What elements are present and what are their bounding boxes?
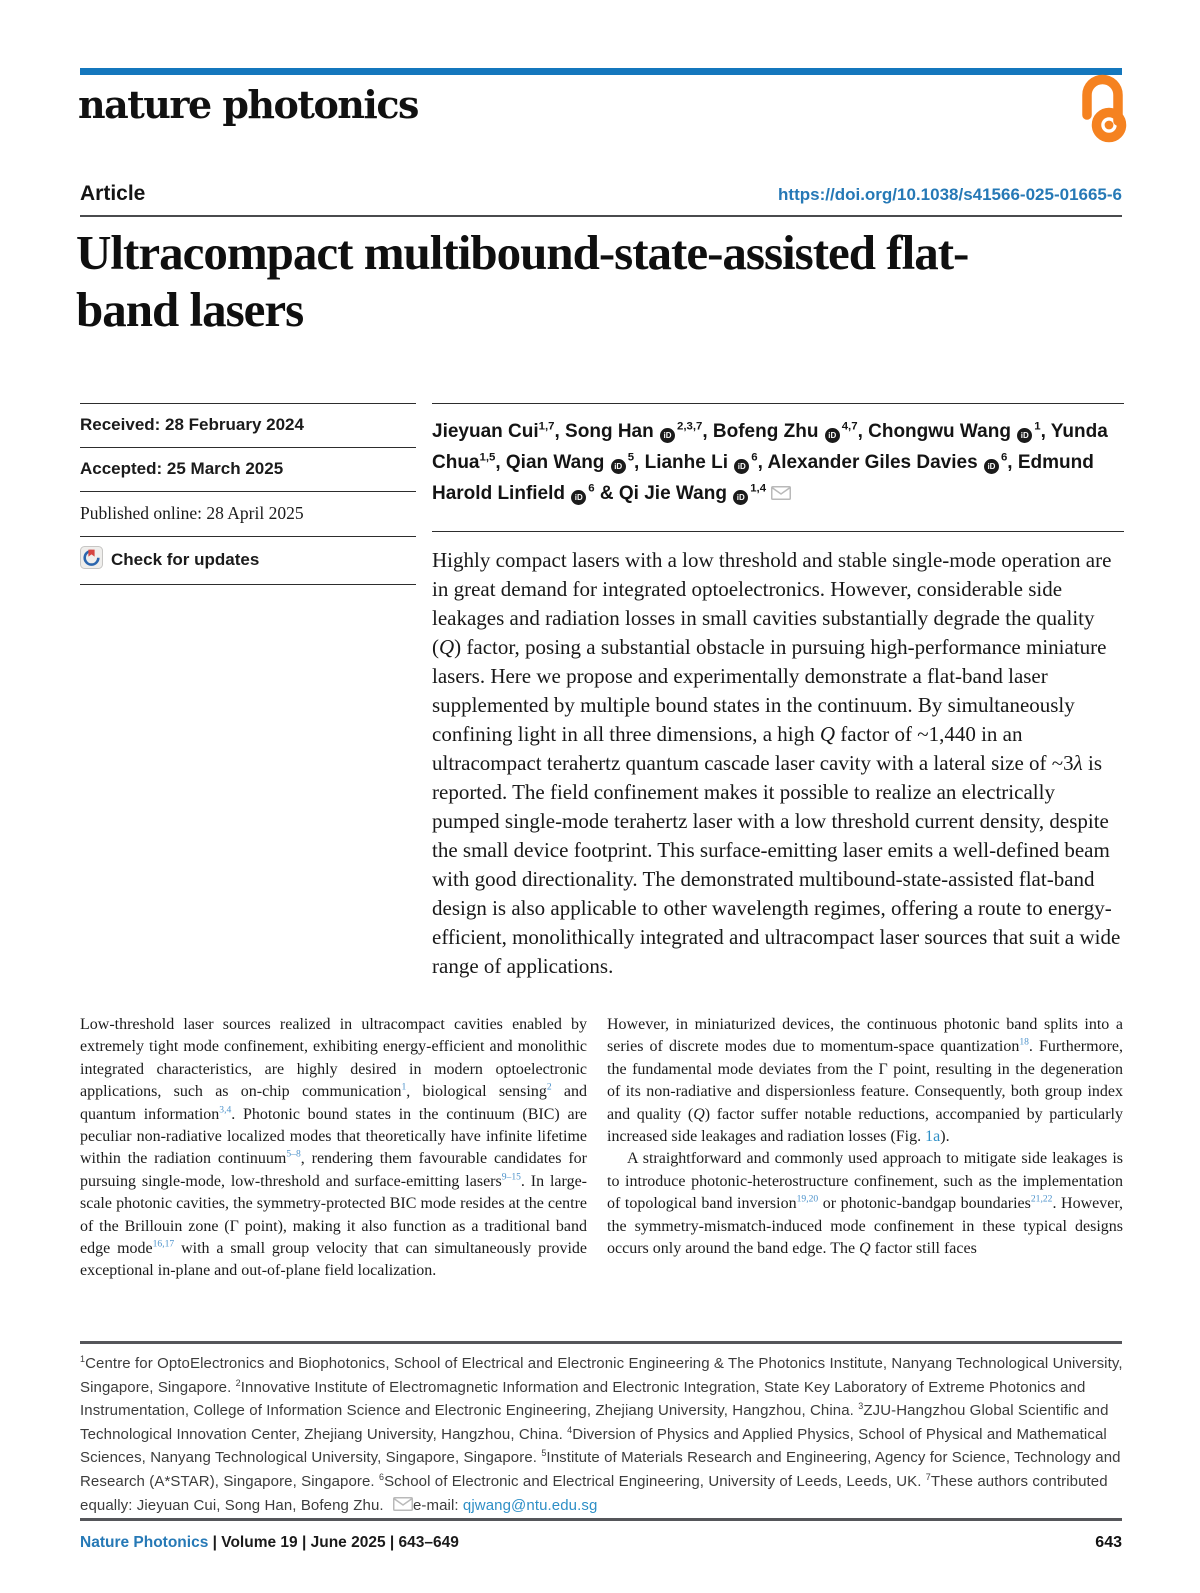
check-for-updates-label: Check for updates bbox=[111, 550, 260, 569]
article-meta-column bbox=[80, 403, 416, 585]
footer-divider bbox=[80, 1518, 1122, 1521]
body-paragraph: Low-threshold laser sources realized in ultracompact cavities enabled by extremely tight mode confinement, exhibiting energy-efficient and monolithic integrated characteristics, are highly desired in modern optoelectronic applications, such as on-chip communication$^1$, biological sensing$^2$ and quantum information$^{3,4}$. Photonic bound states in the continuum (BIC) are peculiar non-radiative localized modes that theoretically have infinite lifetime within the radiation continuum$^{5-8}$, rendering them favourable candidates for pursuing single-mode, low-threshold and surface-emitting lasers$^{9-15}$. In large-scale photonic cavities, the symmetry-protected BIC mode resides at the centre of the Brillouin zone (Γ point), making it also function as a traditional band edge mode$^{16,17}$ with a small group velocity that can simultaneously provide exceptional in-plane and out-of-plane field localization. bbox=[80, 1016, 588, 1280]
italic-text: Q bbox=[693, 1105, 705, 1123]
published-date: Published online: 28 April 2025 bbox=[80, 491, 416, 536]
orcid-icon[interactable]: iD bbox=[733, 490, 748, 505]
abstract-text: Highly compact lasers with a low threshold and stable single-mode operation are in great demand for integrated optoelectronics. However, considerable side leakages and radiation losses in small cavities substantially degrade the quality (Q) factor, posing a substantial obstacle in pursuing high-performance miniature lasers. Here we propose and experimentally demonstrate a flat-band laser supplemented by multiple bound states in the continuum. By simultaneously confining light in all three dimensions, a high Q factor of ~1,440 in an ultracompact terahertz quantum cascade laser cavity with a lateral size of ~3λ is reported. The field confinement makes it possible to realize an electrically pumped single-mode terahertz laser with a low threshold current density, despite the small device footprint. This surface-emitting laser emits a well-defined beam with good directionality. The demonstrated multibound-state-assisted flat-band design is also applicable to other wavelength regimes, offering a route to energy-efficient, monolithically integrated and ultracompact laser sources that suit a wide range of applications. bbox=[432, 531, 1124, 981]
reference-superscript[interactable]: 16,17 bbox=[152, 1238, 175, 1250]
email-link[interactable]: qjwang@ntu.edu.sg bbox=[462, 1496, 598, 1514]
reference-superscript[interactable]: 18 bbox=[1019, 1037, 1029, 1049]
journal-logo: nature photonics bbox=[78, 82, 418, 127]
reference-superscript[interactable]: 21,22 bbox=[1030, 1193, 1053, 1205]
doi-link[interactable]: https://doi.org/10.1038/s41566-025-01665-6 bbox=[778, 185, 1122, 204]
orcid-icon[interactable]: iD bbox=[984, 459, 999, 474]
affiliation-superscript: 6 bbox=[588, 482, 595, 495]
body-column-right bbox=[607, 1014, 1123, 1260]
affiliation-superscript: 1,5 bbox=[479, 451, 496, 464]
open-access-icon bbox=[1074, 74, 1132, 149]
affiliation-superscript: 6 bbox=[378, 1471, 385, 1482]
reference-superscript[interactable]: 2 bbox=[546, 1081, 552, 1093]
italic-text: λ bbox=[1073, 751, 1083, 775]
reference-superscript[interactable]: 3,4 bbox=[219, 1104, 232, 1116]
affiliation-superscript: 5 bbox=[541, 1448, 547, 1459]
email-icon[interactable] bbox=[393, 1495, 413, 1519]
italic-text: Q bbox=[859, 1240, 871, 1258]
orcid-icon[interactable]: iD bbox=[571, 490, 586, 505]
body-column-left bbox=[80, 1014, 587, 1283]
page-footer bbox=[80, 1534, 1122, 1552]
orcid-icon[interactable]: iD bbox=[660, 428, 675, 443]
affiliation-superscript: 1,7 bbox=[538, 420, 555, 433]
reference-superscript[interactable]: 9–15 bbox=[501, 1171, 521, 1183]
article-type-label: Article bbox=[80, 182, 146, 205]
page-title: Ultracompact multibound-state-assisted flat-band lasers bbox=[76, 225, 969, 337]
affiliations-footnotes: $^1$Centre for OptoElectronics and Biophotonics, School of Electrical and Electronic Engineering & The Photonics Institute, Nanyang Technological University, Singapore, Singapore. $^2$Innovative Institute of Electromagnetic Information and Electronic Integration, State Key Laboratory of Extreme Photonics and Instrumentation, College of Information Science and Electronic Engineering, Zhejiang University, Hangzhou, China. $^3$ZJU-Hangzhou Global Scientific and Technological Innovation Center, Zhejiang University, Hangzhou, China. $^4$Diversion of Physics and Applied Physics, School of Physical and Mathematical Sciences, Nanyang Technological University, Singapore, Singapore. $^5$Institute of Materials Research and Engineering, Agency for Science, Technology and Research (A*STAR), Singapore, Singapore. $^6$School of Electronic and Electrical Engineering, University of Leeds, Leeds, UK. $^7$These authors contributed equally: Jieyuan Cui, Song Han, Bofeng Zhu. e-mail: qjwang@ntu.edu.sg bbox=[80, 1352, 1124, 1518]
footnote-divider bbox=[80, 1341, 1122, 1344]
affiliation-superscript: 1 bbox=[80, 1354, 86, 1364]
reference-superscript[interactable]: 5–8 bbox=[286, 1149, 301, 1161]
reference-superscript[interactable]: 1 bbox=[401, 1081, 407, 1093]
check-for-updates[interactable] bbox=[80, 536, 416, 585]
email-icon[interactable] bbox=[771, 479, 791, 510]
affiliation-superscript: 1,4 bbox=[750, 482, 767, 495]
top-accent-bar bbox=[80, 68, 1122, 75]
affiliation-superscript: 7 bbox=[925, 1471, 931, 1482]
orcid-icon[interactable]: iD bbox=[734, 459, 749, 474]
accepted-date: Accepted: 25 March 2025 bbox=[80, 447, 416, 491]
received-date: Received: 28 February 2024 bbox=[80, 403, 416, 447]
body-paragraph: A straightforward and commonly used approach to mitigate side leakages is to introduce photonic-heterostructure confinement, such as the implementation of topological band inversion$^{19,20}$ or photonic-bandgap boundaries$^{21,22}$. However, the symmetry-mismatch-induced mode confinement in these typical designs occurs only around the band edge. The Q factor still faces bbox=[607, 1150, 1124, 1258]
figure-1a-link[interactable]: 1a bbox=[925, 1128, 941, 1146]
body-paragraph: However, in miniaturized devices, the continuous photonic band splits into a series of discrete modes due to momentum-space quantization$^{18}$. Furthermore, the fundamental mode deviates from the Γ point, resulting in the degeneration of its non-radiative and dispersionless feature. Consequently, both group index and quality (Q) factor suffer notable reductions, accompanied by particularly increased side leakages and radiation losses (Fig. 1a). bbox=[607, 1016, 1123, 1146]
orcid-icon[interactable]: iD bbox=[825, 428, 840, 443]
affiliation-superscript: 2 bbox=[235, 1377, 241, 1388]
orcid-icon[interactable]: iD bbox=[1017, 428, 1032, 443]
orcid-icon[interactable]: iD bbox=[611, 459, 626, 474]
affiliation-superscript: 3 bbox=[858, 1401, 864, 1412]
affiliation-superscript: 6 bbox=[1000, 451, 1008, 464]
italic-text: Q bbox=[819, 722, 836, 746]
footer-citation: Nature Photonics | Volume 19 | June 2025 | 643–649 bbox=[80, 1534, 459, 1551]
affiliation-superscript: 2,3,7 bbox=[677, 420, 703, 433]
author-list: Jieyuan Cui$^{1,7}$, Song Han iD$^{2,3,7}$, Bofeng Zhu iD$^{4,7}$, Chongwu Wang iD$^1$, Yunda Chua$^{1,5}$, Qian Wang iD$^5$, Lianhe Li iD$^6$, Alexander Giles Davies iD$^6$, Edmund Harold Linfield iD$^6$ & Qi Jie Wang iD$^{1,4}$ bbox=[432, 403, 1124, 510]
affiliation-superscript: 5 bbox=[627, 451, 635, 464]
affiliation-superscript: 1 bbox=[1034, 420, 1041, 433]
reference-superscript[interactable]: 19,20 bbox=[796, 1193, 819, 1205]
header-divider bbox=[80, 215, 1122, 217]
affiliation-superscript: 4,7 bbox=[841, 420, 858, 433]
page-number: 643 bbox=[1095, 1534, 1122, 1551]
article-header-row bbox=[80, 182, 1122, 206]
affiliation-superscript: 6 bbox=[751, 451, 758, 464]
italic-text: Q bbox=[439, 635, 455, 659]
crossmark-icon bbox=[80, 546, 103, 574]
footer-journal-link[interactable]: Nature Photonics bbox=[80, 1534, 209, 1551]
affiliation-superscript: 4 bbox=[567, 1424, 573, 1435]
